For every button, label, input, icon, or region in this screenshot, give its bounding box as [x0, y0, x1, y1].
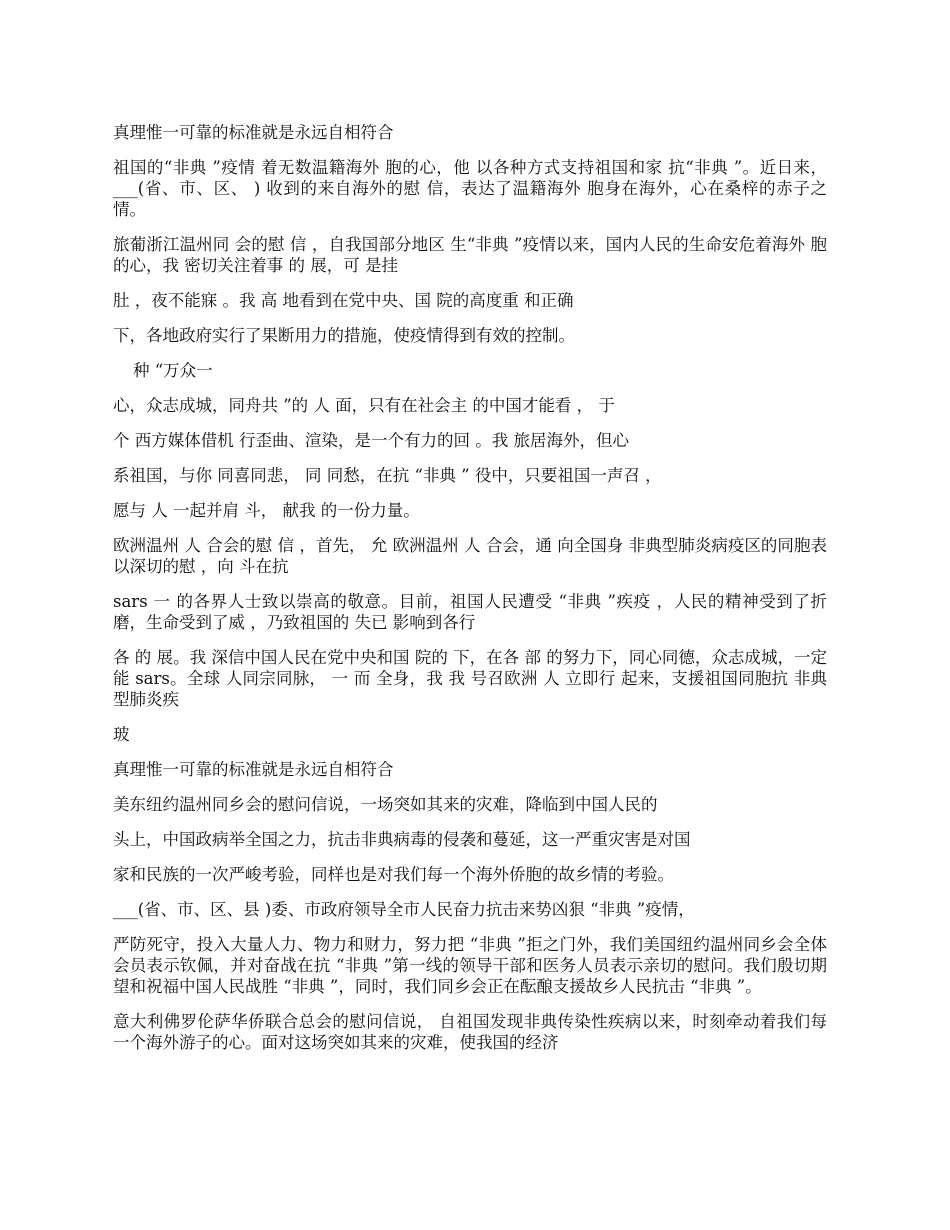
- paragraph: 各 的 展。我 深信中国人民在党中央和国 院的 下，在各 部 的努力下，同心同德，众志成城，一定能 sars。全球 人同宗同脉， 一 而 全身，我 我 号召欧洲 人 立即行 起来，支援祖国同胞抗 非典型肺炎疾: [113, 648, 827, 709]
- paragraph: 玻: [113, 725, 130, 744]
- paragraph: ___(省、市、区、县 )委、市政府领导全市人民奋力抗击来势凶狠 “非典 ”疫情，: [113, 900, 695, 919]
- paragraph: 严防死守，投入大量人力、物力和财力，努力把 “非典 ”拒之门外，我们美国纽约温州同乡会全体会员表示钦佩，并对奋战在抗 “非典 ”第一线的领导干部和医务人员表示亲切的慰问。我们殷切期望和祝福中国人民战胜 “非典 ”，同时，我们同乡会正在酝酿支援故乡人民抗击 “非典 ”。: [113, 935, 827, 996]
- paragraph: 心，众志成城，同舟共 ”的 人 面，只有在社会主 的中国才能看 ， 于: [113, 396, 615, 415]
- paragraph: 欧洲温州 人 合会的慰 信 ，首先， 允 欧洲温州 人 合会，通 向全国身 非典型肺炎病疫区的同胞表以深切的慰 ，向 斗在抗: [113, 536, 827, 576]
- heading-line: 真理惟一可靠的标准就是永远自相符合: [113, 760, 394, 779]
- paragraph: 愿与 人 一起并肩 斗， 献我 的一份力量。: [113, 501, 420, 520]
- paragraph: 美东纽约温州同乡会的慰问信说，一场突如其来的灾难，降临到中国人民的: [113, 795, 658, 814]
- paragraph: 种 “万众一: [133, 361, 213, 380]
- heading-line: 真理惟一可靠的标准就是永远自相符合: [113, 123, 394, 142]
- paragraph: 个 西方媒体借机 行歪曲、渲染，是一个有力的回 。我 旅居海外，但心: [113, 431, 629, 450]
- paragraph: 祖国的“非典 ”疫情 着无数温籍海外 胞的心，他 以各种方式支持祖国和家 抗“非典 ”。近日来， ___(省、市、区、 ) 收到的来自海外的慰 信，表达了温籍海外 胞身在海外，心在桑梓的赤子之情。: [113, 158, 827, 219]
- paragraph: 下，各地政府实行了果断用力的措施，使疫情得到有效的控制。: [113, 326, 575, 345]
- document-page: [113, 122, 827, 1067]
- paragraph: 肚 ，夜不能寐 。我 高 地看到在党中央、国 院的高度重 和正确: [113, 291, 574, 310]
- paragraph: 头上，中国政病举全国之力，抗击非典病毒的侵袭和蔓延，这一严重灾害是对国: [113, 830, 691, 849]
- paragraph: 系祖国，与你 同喜同悲， 同 同愁，在抗 “非典 ” 役中，只要祖国一声召 ，: [113, 466, 662, 485]
- paragraph: 家和民族的一次严峻考验，同样也是对我们每一个海外侨胞的故乡情的考验。: [113, 865, 674, 884]
- paragraph: 意大利佛罗伦萨华侨联合总会的慰问信说， 自祖国发现非典传染性疾病以来，时刻牵动着我们每一个海外游子的心。面对这场突如其来的灾难，使我国的经济: [113, 1012, 827, 1052]
- paragraph: 旅葡浙江温州同 会的慰 信 ，自我国部分地区 生“非典 ”疫情以来，国内人民的生命安危着海外 胞的心，我 密切关注着事 的 展，可 是挂: [113, 235, 827, 275]
- paragraph: sars 一 的各界人士致以崇高的敬意。目前，祖国人民遭受 “非典 ”疾疫 ，人民的精神受到了折磨，生命受到了威 ，乃致祖国的 失已 影响到各行: [113, 592, 827, 632]
